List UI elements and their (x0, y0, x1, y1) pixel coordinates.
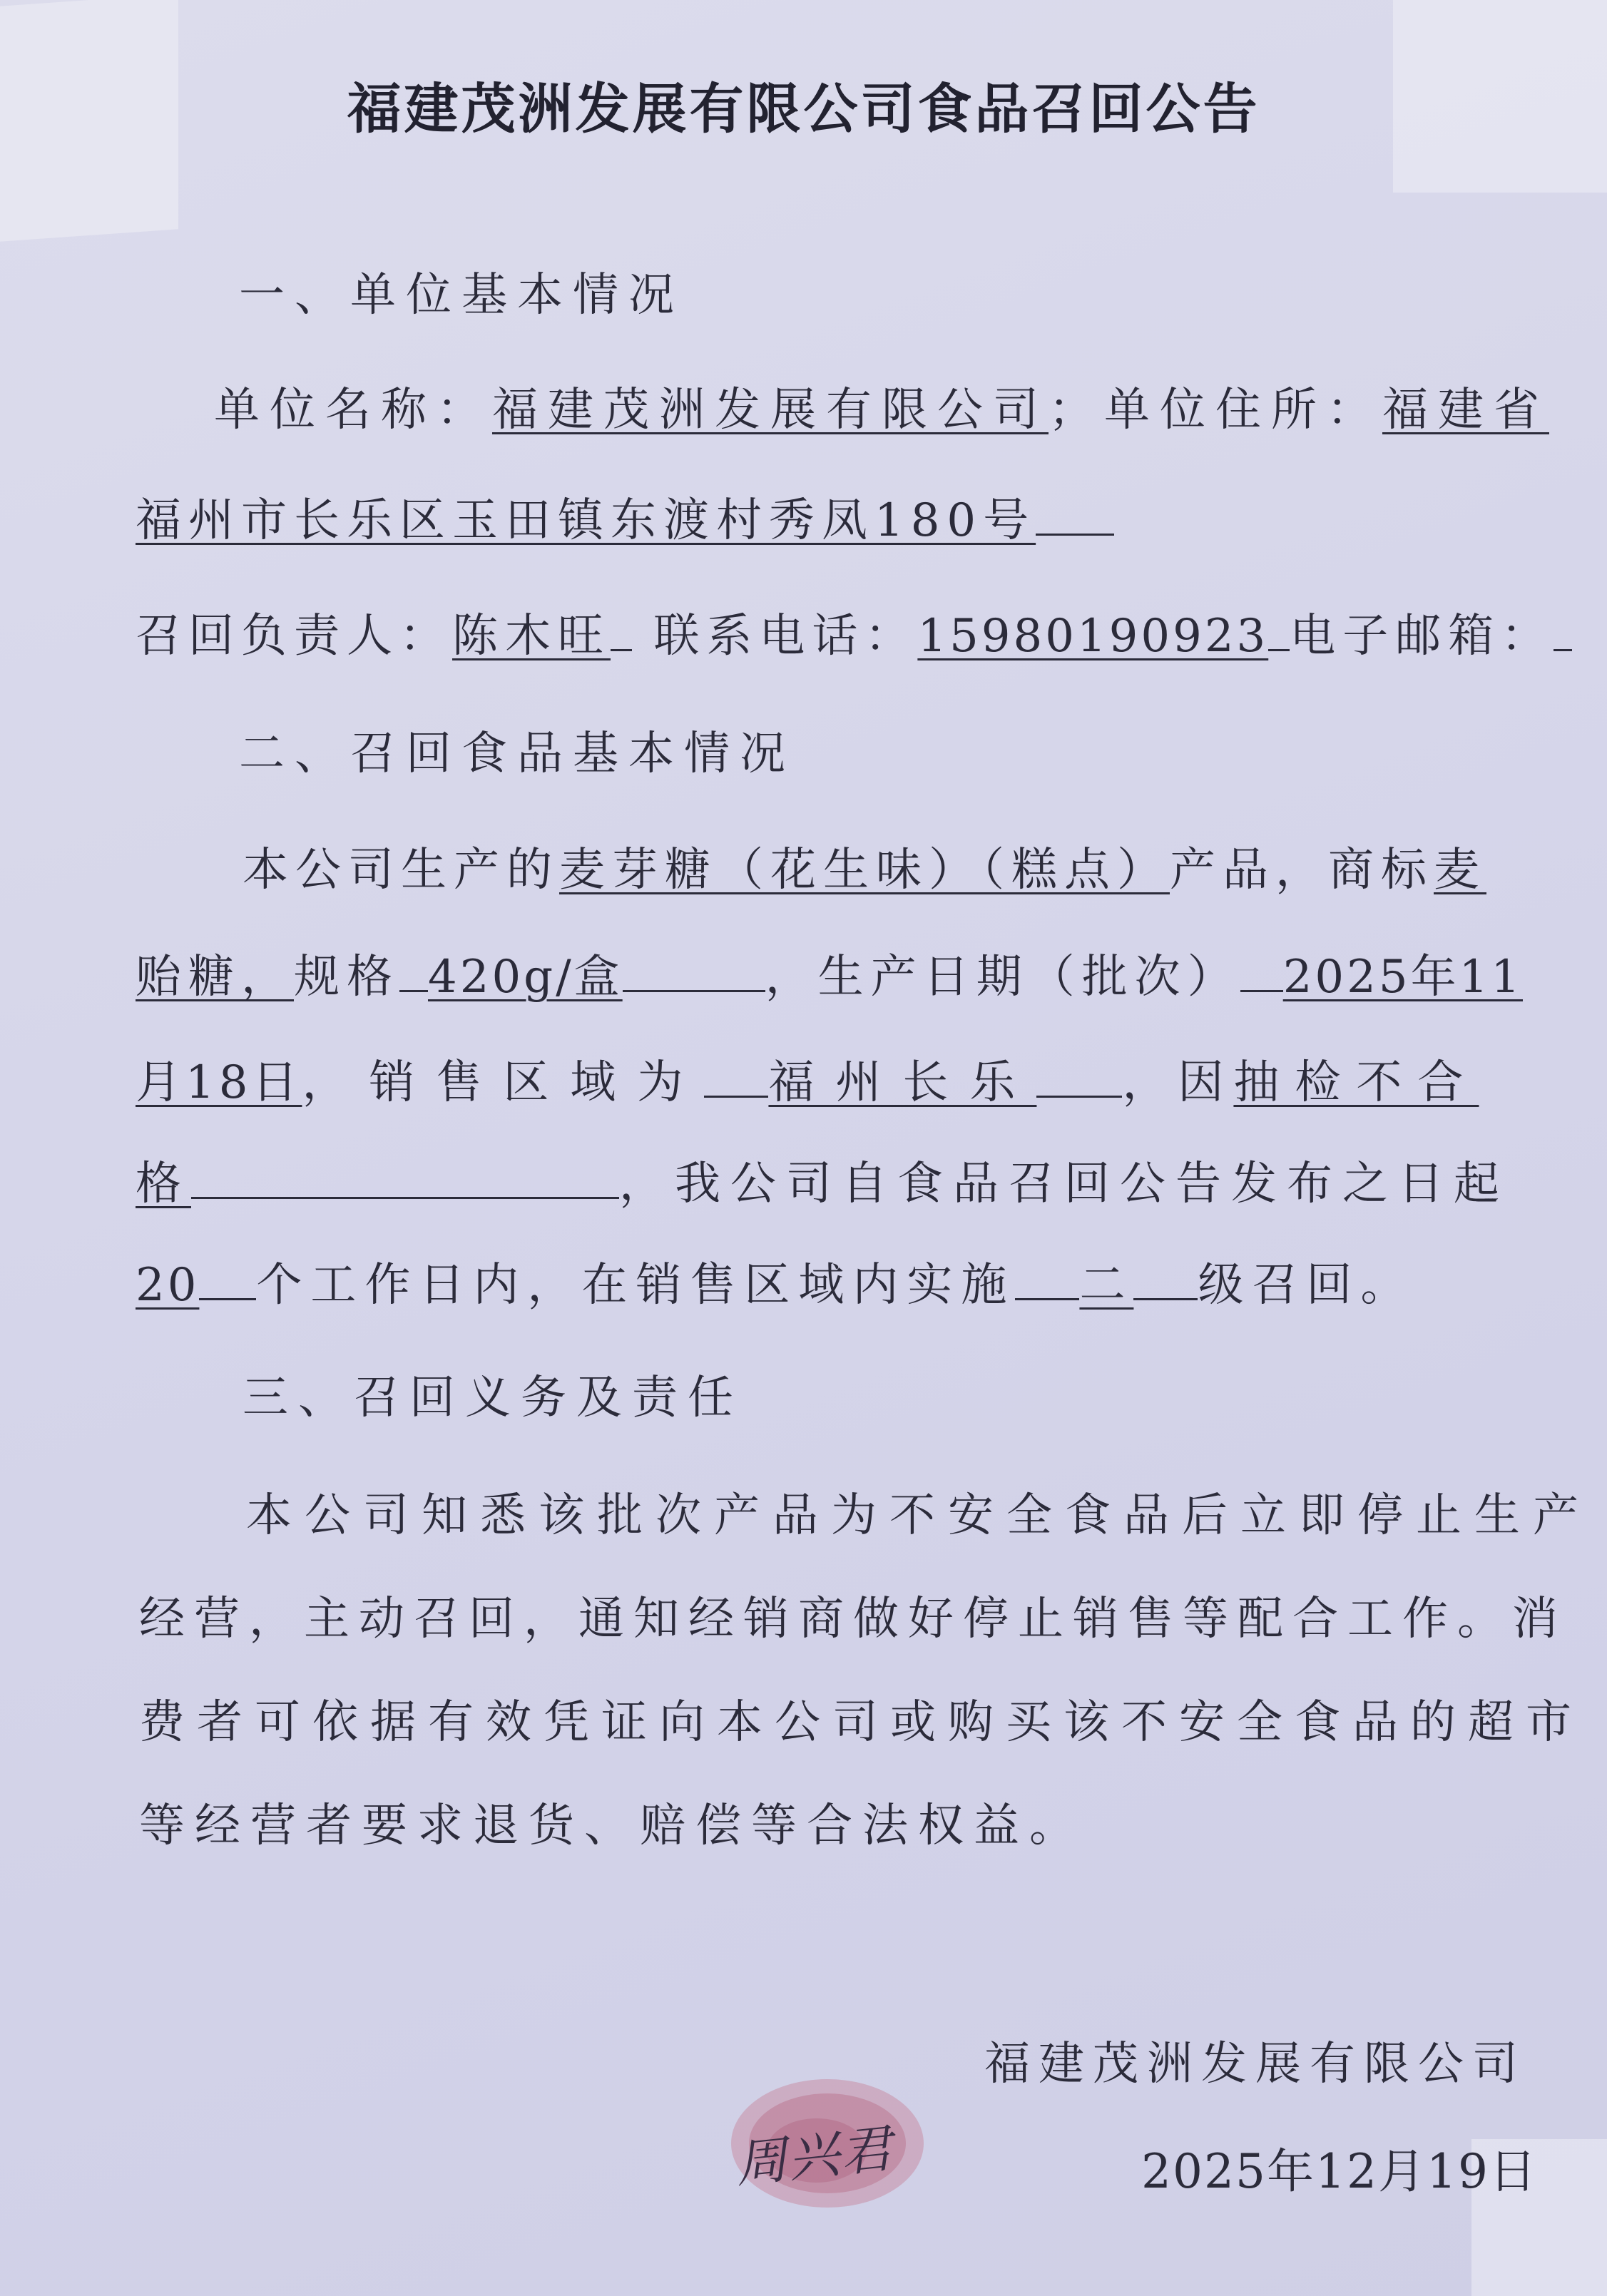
reason-blank (191, 1155, 619, 1199)
contact-line (136, 608, 1572, 663)
days-line (136, 1257, 1415, 1312)
section3-heading: 三、召回义务及责任 (243, 1372, 743, 1424)
address-label: 单位住所： (1104, 384, 1382, 437)
spec-value: 420g/盒 (428, 951, 623, 1004)
signature: 周兴君 (732, 2118, 897, 2195)
spec-label: 规格 (294, 951, 399, 1004)
spec-line (136, 949, 1523, 1004)
section1-heading: 一、单位基本情况 (239, 269, 684, 322)
brand-value-2: 贻糖， (136, 951, 294, 1004)
address-blank (1036, 492, 1114, 536)
reason-value-2: 格 (136, 1158, 191, 1210)
days-blank (199, 1257, 256, 1300)
contact-blank (611, 608, 632, 651)
region-blank-b (1036, 1054, 1122, 1098)
region-line (136, 1054, 1479, 1109)
level-blank-a (1015, 1257, 1079, 1300)
phone-label: 联系电话： (653, 610, 918, 663)
section2-heading: 二、召回食品基本情况 (239, 728, 795, 780)
brand-label: 产品，商标 (1170, 844, 1434, 897)
reason-value-1: 抽检不合 (1233, 1056, 1479, 1109)
phone-blank (1268, 608, 1290, 651)
name-value: 福建茂洲发展有限公司 (492, 384, 1049, 437)
footer-date: 2025年12月19日 (1141, 2144, 1538, 2199)
phone-value: 15980190923 (917, 610, 1269, 663)
section3-line1: 本公司知悉该批次产品为不安全食品后立即停止生产 (246, 1489, 1591, 1542)
contact-label: 召回负责人： (136, 610, 452, 663)
section3-line2: 经营，主动召回，通知经销商做好停止销售等配合工作。消 (139, 1593, 1567, 1646)
product-prefix: 本公司生产的 (243, 844, 559, 897)
product-value: 麦芽糖（花生味）（糕点） (559, 844, 1170, 897)
product-line (243, 844, 1486, 897)
email-label: 电子邮箱： (1290, 610, 1554, 663)
address-value-2: 福州市长乐区玉田镇东渡村秀凤180号 (136, 494, 1036, 547)
region-label: ，销售区域为 (302, 1056, 705, 1109)
footer-company: 福建茂洲发展有限公司 (984, 2038, 1526, 2091)
reason-label: ，因 (1122, 1056, 1234, 1109)
date-blank (1240, 949, 1283, 992)
address-value-1: 福建省 (1382, 384, 1549, 437)
date-value-1: 2025年11 (1282, 951, 1523, 1004)
spec-blank-a (399, 949, 428, 992)
date-label: ，生产日期（批次） (765, 951, 1240, 1004)
days-text: 个工作日内，在销售区域内实施 (256, 1259, 1016, 1312)
unit-line (214, 384, 1549, 437)
date-value-2: 月18日 (136, 1056, 302, 1109)
email-blank (1554, 608, 1572, 651)
brand-value-1: 麦 (1434, 844, 1486, 897)
level-blank-b (1133, 1257, 1198, 1300)
address-line (136, 492, 1114, 547)
spec-blank-b (623, 949, 765, 992)
level-value: 二 (1079, 1259, 1134, 1312)
name-label: 单位名称： (214, 384, 492, 437)
notice-title: 福建茂洲发展有限公司食品召回公告 (347, 77, 1260, 141)
days-value: 20 (136, 1259, 200, 1312)
region-blank-a (704, 1054, 768, 1098)
notice-start: ，我公司自食品召回公告发布之日起 (619, 1158, 1509, 1210)
reason-line (136, 1155, 1509, 1210)
sep: ； (1049, 384, 1104, 437)
section3-line4: 等经营者要求退货、赔偿等合法权益。 (139, 1800, 1085, 1852)
region-value: 福州长乐 (768, 1056, 1037, 1109)
section3-line3: 费者可依据有效凭证向本公司或购买该不安全食品的超市 (139, 1696, 1583, 1749)
contact-value: 陈木旺 (452, 610, 611, 663)
level-text: 级召回。 (1198, 1259, 1415, 1312)
